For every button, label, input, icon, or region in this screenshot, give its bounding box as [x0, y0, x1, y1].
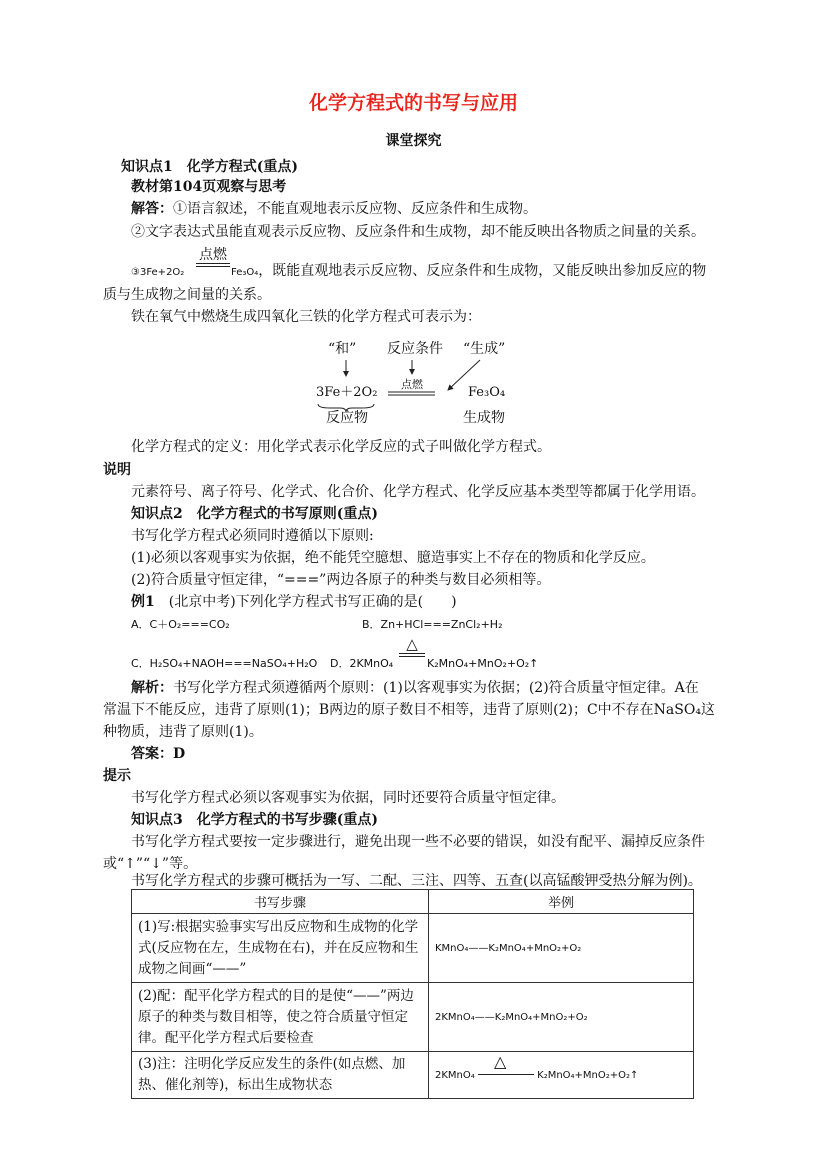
k3-paragraph-1b: 或“↑”“↓”等。 [103, 856, 198, 872]
table-header-step: 书写步骤 [132, 890, 429, 914]
option-d-heat: △ [406, 635, 418, 653]
option-d-pre: D．2KMnO₄ [330, 657, 394, 670]
table-row [132, 1052, 694, 1099]
table-step-3: (3)注：注明化学反应发生的条件(如点燃、加热、催化剂等)，标出生成物状态 [132, 1052, 429, 1099]
analysis-1: 书写化学方程式须遵循两个原则：(1)以客观事实为依据；(2)符合质量守恒定律。A在 [173, 680, 699, 696]
diagram-product: Fe₃O₄ [468, 385, 506, 400]
steps-table [131, 889, 694, 1099]
definition: 化学方程式的定义：用化学式表示化学反应的式子叫做化学方程式。 [131, 439, 551, 455]
option-d-post: K₂MnO₄+MnO₂+O₂↑ [427, 657, 539, 670]
option-d-equals [399, 653, 425, 657]
diagram-gen-label: “生成” [463, 341, 506, 357]
doc-title: 化学方程式的书写与应用 [308, 92, 518, 114]
table-example-3-pre: 2KMnO₄ [435, 1070, 475, 1081]
answer-3-prefix [131, 262, 184, 282]
k2-principle-2: (2)符合质量守恒定律，“===”两边各原子的种类与数目必须相等。 [131, 572, 551, 588]
tip-heading: 提示 [103, 768, 131, 784]
answer: 答案：D [131, 746, 186, 762]
k2-heading: 知识点2 化学方程式的书写原则(重点) [131, 506, 378, 522]
diagram-product-label: 生成物 [463, 410, 505, 426]
table-row [132, 914, 694, 983]
k3-paragraph-2: 书写化学方程式的步骤可概括为一写、二配、三注、四等、五查(以高锰酸钾受热分解为例)。 [131, 873, 702, 889]
answer-label: 解答： [131, 201, 173, 217]
analysis-line-1 [131, 679, 699, 697]
diagram-reactants: 3Fe＋2O₂ [316, 385, 378, 400]
option-b: B．Zn+HCl===ZnCl₂+H₂ [362, 618, 503, 631]
diagram-reactant-label: 反应物 [326, 410, 368, 426]
example-1-text: (北京中考)下列化学方程式书写正确的是( ) [168, 594, 457, 610]
answer-3-product: Fe₃O₄ [231, 267, 259, 278]
tip-text: 书写化学方程式必须以客观事实为依据，同时还要符合质量守恒定律。 [131, 790, 565, 806]
option-c: C．H₂SO₄+NAOH===NaSO₄+H₂O [131, 657, 318, 670]
k2-principle-1: (1)必须以客观事实为依据，绝不能凭空臆想、臆造事实上不存在的物质和化学反应。 [131, 550, 655, 566]
table-example-1: KMnO₄——K₂MnO₄+MnO₂+O₂ [429, 914, 694, 983]
k1-heading: 知识点1 化学方程式(重点) [121, 159, 298, 175]
answer-1: ①语言叙述，不能直观地表示反应物、反应条件和生成物。 [173, 201, 537, 217]
table-header-row [132, 890, 694, 914]
answer-3-condition [196, 247, 230, 267]
note-heading: 说明 [103, 462, 131, 478]
answer-3-text: ，既能直观地表示反应物、反应条件和生成物，又能反映出参加反应的物 [258, 263, 707, 279]
iron-intro: 铁在氧气中燃烧生成四氧化三铁的化学方程式可表示为： [131, 309, 481, 325]
table-example-2: 2KMnO₄——K₂MnO₄+MnO₂+O₂ [429, 983, 694, 1052]
diagram-cond-label: 反应条件 [387, 341, 443, 357]
analysis-2: 常温下不能反应，违背了原则(1)；B两边的原子数目不相等，违背了原则(2)；C中不存在NaSO₄这 [103, 702, 715, 718]
k2-intro: 书写化学方程式必须同时遵循以下原则: [131, 528, 374, 544]
table-example-3-post: K₂MnO₄+MnO₂+O₂↑ [537, 1070, 639, 1081]
table-step-1: (1)写:根据实验事实写出反应物和生成物的化学式(反应物在左，生成物在右)，并在反应物和生成物之间画“——” [132, 914, 429, 983]
answer-line-1 [131, 200, 537, 218]
diagram-and-label: “和” [328, 341, 357, 357]
equation-diagram [300, 338, 530, 430]
table-step-2: (2)配：配平化学方程式的目的是使“——”两边原子的种类与数目相等，使之符合质量守恒定律。配平化学方程式后要检查 [132, 983, 429, 1052]
table-example-3 [429, 1052, 694, 1099]
k3-heading: 知识点3 化学方程式的书写步骤(重点) [131, 812, 378, 828]
example-1-label: 例1 [131, 594, 155, 610]
answer-3-reactants: ③3Fe+2O₂ [131, 267, 185, 278]
answer-2: ②文字表达式虽能直观表示反应物、反应条件和生成物，却不能反映出各物质之间量的关系。 [131, 224, 705, 240]
answer-3-cont: 质与生成物之间量的关系。 [103, 287, 271, 303]
option-a: A．C＋O₂===CO₂ [131, 618, 230, 631]
example-1 [131, 593, 457, 611]
table-header-example: 举例 [429, 890, 694, 914]
option-d-condition [399, 636, 425, 657]
analysis-3: 种物质，违背了原则(1)。 [103, 724, 263, 740]
analysis-label: 解析： [131, 680, 173, 696]
section-subtitle: 课堂探究 [385, 133, 442, 149]
k1-textbook-ref: 教材第104页观察与思考 [131, 179, 287, 195]
answer-3-rest [231, 262, 706, 282]
k3-paragraph-1a: 书写化学方程式要按一定步骤进行，避免出现一些不必要的错误，如没有配平、漏掉反应条件 [131, 834, 705, 850]
note-text: 元素符号、离子符号、化学式、化合价、化学方程式、化学反应基本类型等都属于化学用语。 [131, 484, 705, 500]
answer-3-cond-text: 点燃 [199, 247, 227, 263]
answer-3-equals [196, 263, 230, 267]
table-example-3-heat: △ [493, 1052, 507, 1071]
table-row [132, 983, 694, 1052]
table-example-3-condition [478, 1052, 534, 1081]
diagram-cond: 点燃 [401, 378, 423, 391]
table-example-3-line [478, 1074, 534, 1075]
